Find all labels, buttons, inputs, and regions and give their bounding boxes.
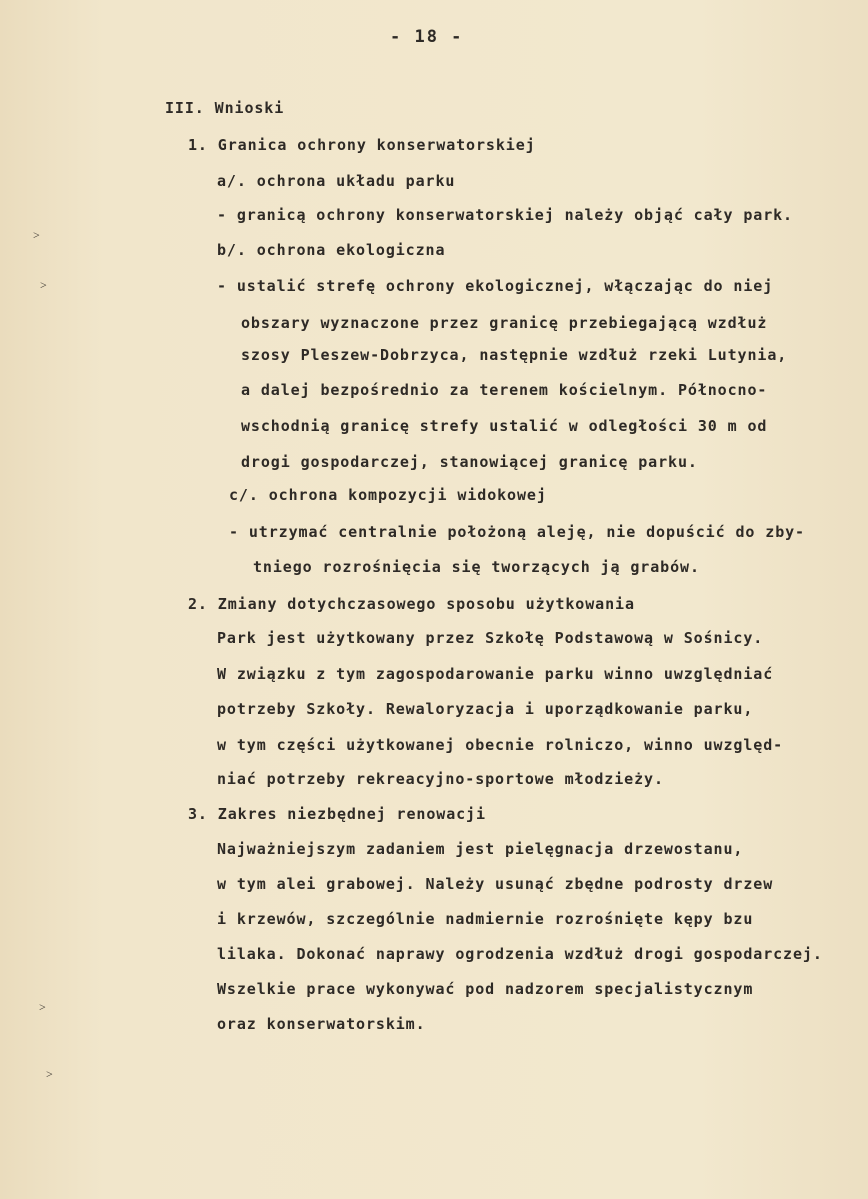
text-line: oraz konserwatorskim. (217, 1015, 426, 1033)
text-line: - granicą ochrony konserwatorskiej należy objąć cały park. (217, 206, 793, 224)
text-line: tniego rozrośnięcia się tworzących ją grabów. (253, 558, 700, 576)
text-line: niać potrzeby rekreacyjno-sportowe młodzieży. (217, 770, 664, 788)
text-line: a dalej bezpośrednio za terenem kościelnym. Północno- (241, 381, 768, 399)
margin-mark: ˃ (39, 1000, 46, 1014)
text-line: Wszelkie prace wykonywać pod nadzorem specjalistycznym (217, 980, 754, 998)
text-line: potrzeby Szkoły. Rewaloryzacja i uporządkowanie parku, (217, 700, 754, 718)
margin-mark: ˃ (46, 1067, 53, 1081)
section-heading: III. Wnioski (165, 99, 285, 117)
text-line: b/. ochrona ekologiczna (217, 241, 446, 259)
text-line: szosy Pleszew-Dobrzyca, następnie wzdłuż rzeki Lutynia, (241, 346, 788, 364)
text-line: lilaka. Dokonać naprawy ogrodzenia wzdłuż drogi gospodarczej. (217, 945, 823, 963)
text-line: Park jest użytkowany przez Szkołę Podstawową w Sośnicy. (217, 629, 764, 647)
text-line: obszary wyznaczone przez granicę przebiegającą wzdłuż (241, 314, 768, 332)
text-line: drogi gospodarczej, stanowiącej granicę parku. (241, 453, 698, 471)
text-line: i krzewów, szczególnie nadmiernie rozrośnięte kępy bzu (217, 910, 754, 928)
text-line: - ustalić strefę ochrony ekologicznej, włączając do niej (217, 277, 774, 295)
text-line: Najważniejszym zadaniem jest pielęgnacja drzewostanu, (217, 840, 744, 858)
text-line: c/. ochrona kompozycji widokowej (229, 486, 547, 504)
text-line: w tym alei grabowej. Należy usunąć zbędne podrosty drzew (217, 875, 774, 893)
text-line: 1. Granica ochrony konserwatorskiej (188, 136, 536, 154)
page-number: - 18 - (390, 27, 464, 47)
text-line: 2. Zmiany dotychczasowego sposobu użytkowania (188, 595, 635, 613)
text-line: w tym części użytkowanej obecnie rolniczo, winno uwzględ- (217, 736, 784, 754)
margin-mark: ˃ (33, 228, 40, 242)
margin-mark: ˃ (40, 278, 47, 292)
text-line: W związku z tym zagospodarowanie parku winno uwzględniać (217, 665, 774, 683)
text-line: wschodnią granicę strefy ustalić w odległości 30 m od (241, 417, 768, 435)
text-line: - utrzymać centralnie położoną aleję, nie dopuścić do zby- (229, 523, 805, 541)
text-line: a/. ochrona układu parku (217, 172, 456, 190)
text-line: 3. Zakres niezbędnej renowacji (188, 805, 486, 823)
